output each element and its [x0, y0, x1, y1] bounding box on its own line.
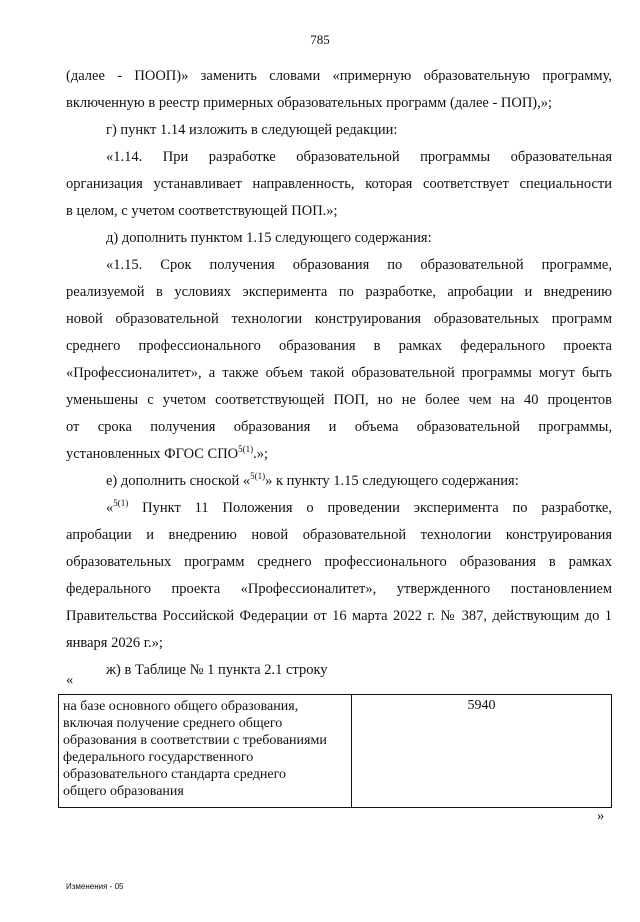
paragraph-line: включенную в реестр примерных образовательных программ (далее - ПОП),»; [66, 95, 553, 111]
paragraph-line: Правительства Российской Федерации от 16 марта 2022 г. № 387, действующим до 1 [66, 608, 612, 624]
text-run: е) дополнить сноской « [106, 473, 251, 489]
paragraph-line: «1.14. При разработке образовательной программы образовательная [106, 149, 612, 165]
paragraph-line: в целом, с учетом соответствующей ПОП.»; [66, 203, 338, 219]
paragraph: ж) в Таблице № 1 пункта 2.1 строку [106, 662, 328, 678]
open-quote: « [66, 672, 74, 688]
footnote-ref: 5(1) [238, 444, 254, 454]
text-run: .»; [253, 446, 269, 462]
paragraph-line [66, 495, 612, 522]
paragraph-line: организация устанавливает направленность, которая соответствует специальности [66, 176, 612, 192]
paragraph-line: «1.15. Срок получения образования по образовательной программе, [106, 257, 612, 273]
paragraph-line: (далее - ПООП)» заменить словами «примерную образовательную программу, [66, 68, 612, 84]
paragraph-line: января 2026 г.»; [66, 635, 163, 651]
text-run: » к пункту 1.15 следующего содержания: [265, 473, 519, 489]
table-cell-description [59, 695, 352, 807]
paragraph-line [66, 441, 612, 468]
text-run: установленных ФГОС СПО [66, 446, 239, 462]
close-quote: » [597, 808, 605, 824]
table-cell-line: образования в соответствии с требованиями [63, 733, 327, 748]
paragraph-line: образовательных программ среднего профессионального образования в рамках [66, 554, 612, 570]
paragraph-line: новой образовательной технологии конструирования образовательных программ [66, 311, 612, 327]
paragraph: г) пункт 1.14 изложить в следующей редакции: [106, 122, 398, 138]
paragraph-line: уменьшены с учетом соответствующей ПОП, но не более чем на 40 процентов [66, 392, 612, 408]
page-number: 785 [310, 32, 330, 47]
table-cell-line: включая получение среднего общего [63, 716, 283, 731]
paragraph-line: среднего профессионального образования в рамках федерального проекта [66, 338, 612, 354]
text-run: « [106, 500, 114, 516]
paragraph [66, 468, 612, 495]
paragraph-line: федерального проекта «Профессионалитет», утвержденного постановлением [66, 581, 612, 597]
table-cell-line: на базе основного общего образования, [63, 699, 299, 714]
body-text [66, 63, 612, 684]
text-run: Пункт 11 Положения о проведении эксперимента по разработке, [128, 500, 612, 516]
table-cell-line: общего образования [63, 784, 184, 799]
table-cell-line: федерального государственного [63, 750, 254, 765]
paragraph-line: апробации и внедрению новой образовательной технологии конструирования [66, 527, 612, 543]
paragraph-line: реализуемой в условиях эксперимента по разработке, апробации и внедрению [66, 284, 612, 300]
table-cell-value: 5940 [467, 698, 496, 713]
paragraph-line: «Профессионалитет», а также объем такой образовательной программы могут быть [66, 365, 612, 381]
paragraph: д) дополнить пунктом 1.15 следующего содержания: [106, 230, 432, 246]
paragraph-line: от срока получения образования и объема образовательной программы, [66, 419, 612, 435]
amendment-table [58, 694, 612, 808]
table-cell-line: образовательного стандарта среднего [63, 767, 286, 782]
footnote-ref: 5(1) [113, 498, 129, 508]
footer-note: Изменения - 05 [66, 882, 124, 891]
footnote-ref: 5(1) [250, 471, 266, 481]
